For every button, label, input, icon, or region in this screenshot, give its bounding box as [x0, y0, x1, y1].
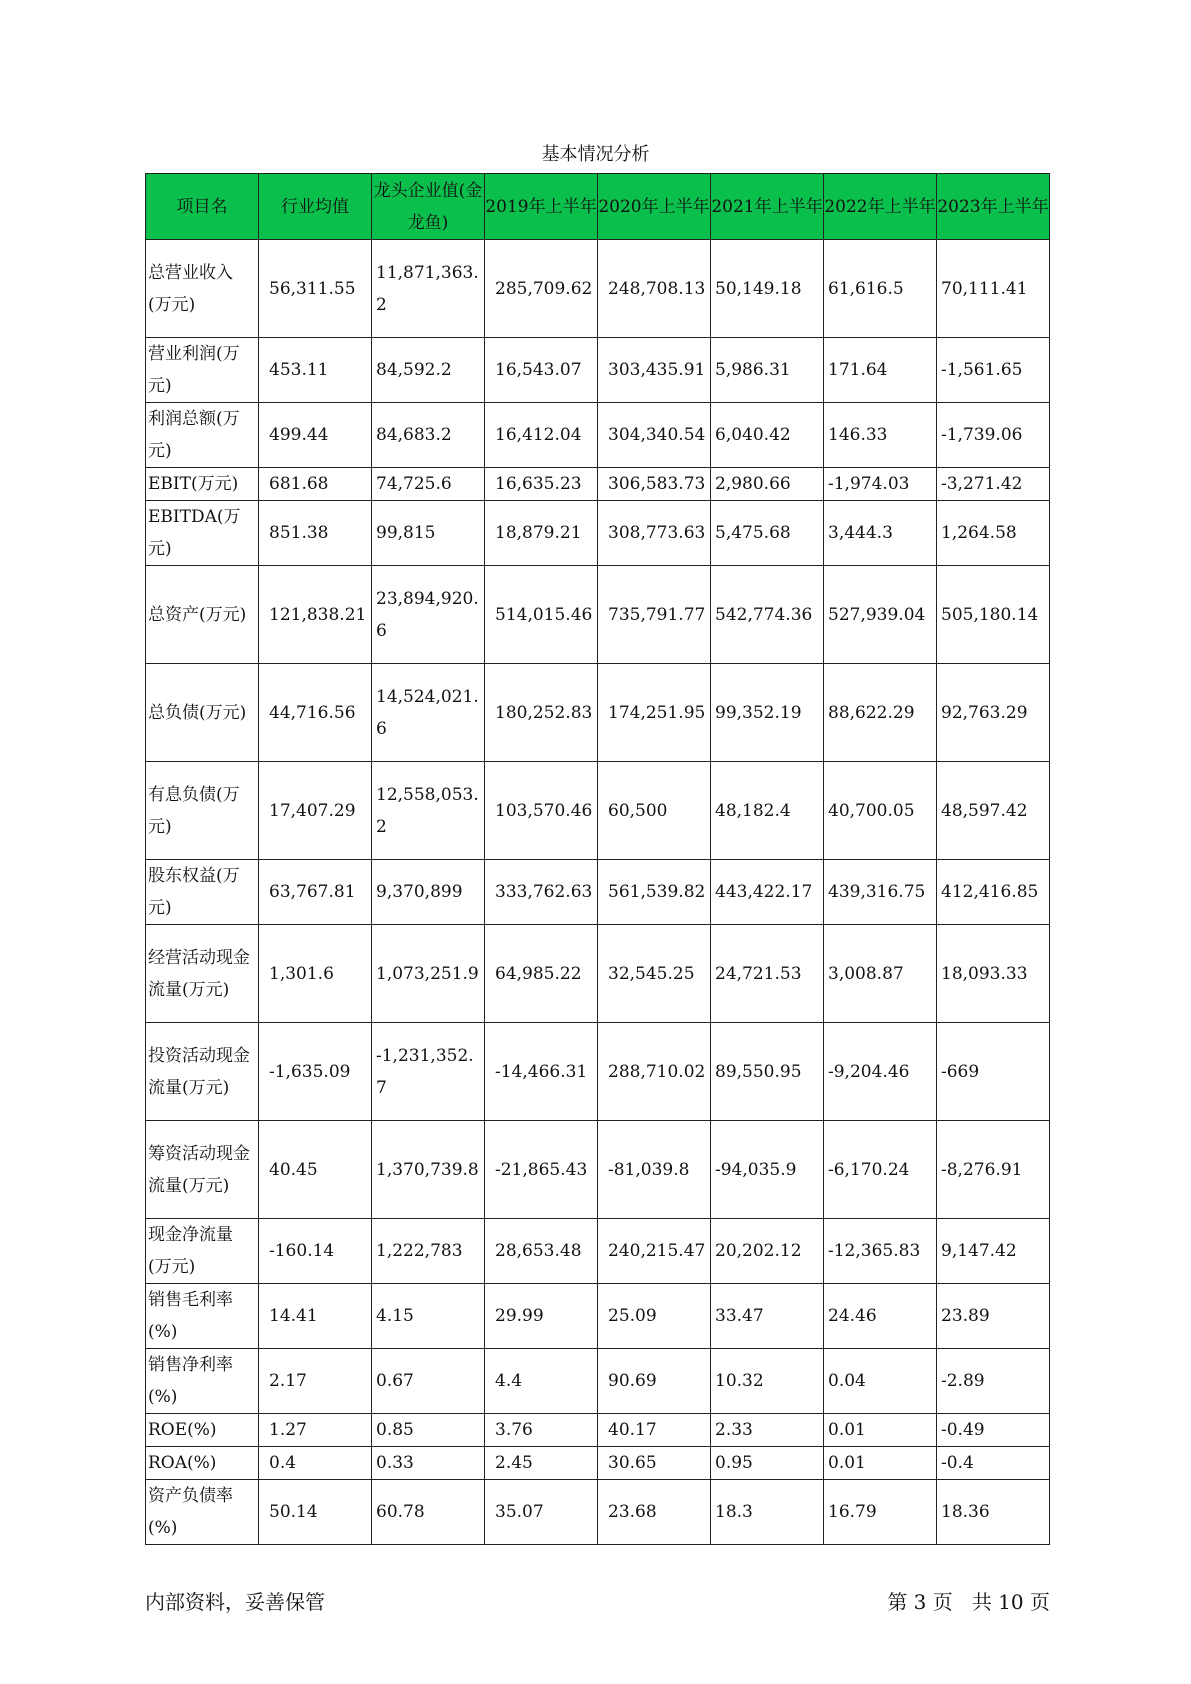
value-cell: 56,311.55 [259, 240, 372, 338]
table-row [146, 860, 1050, 925]
value-cell: -21,865.43 [485, 1121, 598, 1219]
table-row [146, 240, 1050, 338]
value-cell: -669 [937, 1023, 1050, 1121]
value-cell: 92,763.29 [937, 664, 1050, 762]
value-cell: 18.36 [937, 1480, 1050, 1545]
value-cell: -160.14 [259, 1219, 372, 1284]
value-cell: 0.85 [372, 1414, 485, 1447]
value-cell: 0.4 [259, 1447, 372, 1480]
row-label-cell: 总营业收入(万元) [146, 240, 259, 338]
value-cell: 306,583.73 [598, 468, 711, 501]
column-header: 2019年上半年 [485, 174, 598, 240]
value-cell: 3,444.3 [824, 501, 937, 566]
value-cell: 25.09 [598, 1284, 711, 1349]
value-cell: 288,710.02 [598, 1023, 711, 1121]
value-cell: 146.33 [824, 403, 937, 468]
value-cell: 11,871,363.2 [372, 240, 485, 338]
row-label-cell: 筹资活动现金流量(万元) [146, 1121, 259, 1219]
value-cell: 89,550.95 [711, 1023, 824, 1121]
value-cell: -0.49 [937, 1414, 1050, 1447]
value-cell: 1,370,739.8 [372, 1121, 485, 1219]
column-header: 2021年上半年 [711, 174, 824, 240]
table-row [146, 566, 1050, 664]
row-label-cell: 销售毛利率(%) [146, 1284, 259, 1349]
value-cell: 40.45 [259, 1121, 372, 1219]
value-cell: 88,622.29 [824, 664, 937, 762]
value-cell: 3,008.87 [824, 925, 937, 1023]
value-cell: 333,762.63 [485, 860, 598, 925]
value-cell: 5,475.68 [711, 501, 824, 566]
value-cell: 18,879.21 [485, 501, 598, 566]
table-row [146, 403, 1050, 468]
value-cell: -0.4 [937, 1447, 1050, 1480]
row-label-cell: EBIT(万元) [146, 468, 259, 501]
table-row [146, 762, 1050, 860]
value-cell: 99,815 [372, 501, 485, 566]
row-label-cell: 销售净利率(%) [146, 1349, 259, 1414]
value-cell: -12,365.83 [824, 1219, 937, 1284]
column-header: 行业均值 [259, 174, 372, 240]
value-cell: -8,276.91 [937, 1121, 1050, 1219]
table-row [146, 468, 1050, 501]
table-header-row [146, 174, 1050, 240]
value-cell: 70,111.41 [937, 240, 1050, 338]
value-cell: 439,316.75 [824, 860, 937, 925]
value-cell: 18,093.33 [937, 925, 1050, 1023]
footer-page-number: 第 3 页 共 10 页 [887, 1590, 1050, 1614]
value-cell: 240,215.47 [598, 1219, 711, 1284]
table-row [146, 1414, 1050, 1447]
value-cell: -3,271.42 [937, 468, 1050, 501]
value-cell: 0.04 [824, 1349, 937, 1414]
table-row [146, 1121, 1050, 1219]
value-cell: -6,170.24 [824, 1121, 937, 1219]
value-cell: -1,739.06 [937, 403, 1050, 468]
value-cell: 90.69 [598, 1349, 711, 1414]
value-cell: 48,182.4 [711, 762, 824, 860]
value-cell: 1,222,783 [372, 1219, 485, 1284]
value-cell: 2.45 [485, 1447, 598, 1480]
column-header: 龙头企业值(金龙鱼) [372, 174, 485, 240]
value-cell: 527,939.04 [824, 566, 937, 664]
value-cell: 681.68 [259, 468, 372, 501]
value-cell: -9,204.46 [824, 1023, 937, 1121]
value-cell: 84,683.2 [372, 403, 485, 468]
value-cell: 0.33 [372, 1447, 485, 1480]
value-cell: 23.68 [598, 1480, 711, 1545]
column-header: 项目名 [146, 174, 259, 240]
value-cell: 1.27 [259, 1414, 372, 1447]
value-cell: -1,974.03 [824, 468, 937, 501]
value-cell: 20,202.12 [711, 1219, 824, 1284]
value-cell: 44,716.56 [259, 664, 372, 762]
value-cell: 60.78 [372, 1480, 485, 1545]
table-row [146, 338, 1050, 403]
value-cell: 63,767.81 [259, 860, 372, 925]
value-cell: -14,466.31 [485, 1023, 598, 1121]
value-cell: 1,073,251.9 [372, 925, 485, 1023]
table-row [146, 1284, 1050, 1349]
value-cell: 61,616.5 [824, 240, 937, 338]
table-row [146, 501, 1050, 566]
value-cell: 1,264.58 [937, 501, 1050, 566]
basic-analysis-table [145, 173, 1050, 1545]
value-cell: 99,352.19 [711, 664, 824, 762]
value-cell: 40.17 [598, 1414, 711, 1447]
value-cell: 0.01 [824, 1447, 937, 1480]
table-row [146, 1349, 1050, 1414]
row-label-cell: 投资活动现金流量(万元) [146, 1023, 259, 1121]
value-cell: 9,370,899 [372, 860, 485, 925]
value-cell: 14,524,021.6 [372, 664, 485, 762]
value-cell: 23.89 [937, 1284, 1050, 1349]
table-row [146, 1219, 1050, 1284]
value-cell: 32,545.25 [598, 925, 711, 1023]
table-row [146, 1023, 1050, 1121]
value-cell: 23,894,920.6 [372, 566, 485, 664]
row-label-cell: 总负债(万元) [146, 664, 259, 762]
value-cell: 33.47 [711, 1284, 824, 1349]
row-label-cell: ROE(%) [146, 1414, 259, 1447]
value-cell: -1,231,352.7 [372, 1023, 485, 1121]
value-cell: 4.15 [372, 1284, 485, 1349]
value-cell: 4.4 [485, 1349, 598, 1414]
table-row [146, 1447, 1050, 1480]
table-body [146, 240, 1050, 1545]
value-cell: 48,597.42 [937, 762, 1050, 860]
value-cell: -1,635.09 [259, 1023, 372, 1121]
value-cell: 303,435.91 [598, 338, 711, 403]
value-cell: 0.95 [711, 1447, 824, 1480]
row-label-cell: 有息负债(万元) [146, 762, 259, 860]
value-cell: 30.65 [598, 1447, 711, 1480]
row-label-cell: 资产负债率(%) [146, 1480, 259, 1545]
value-cell: 6,040.42 [711, 403, 824, 468]
table-row [146, 925, 1050, 1023]
value-cell: 103,570.46 [485, 762, 598, 860]
row-label-cell: 经营活动现金流量(万元) [146, 925, 259, 1023]
value-cell: 0.67 [372, 1349, 485, 1414]
value-cell: 308,773.63 [598, 501, 711, 566]
row-label-cell: 股东权益(万元) [146, 860, 259, 925]
value-cell: 16,412.04 [485, 403, 598, 468]
value-cell: 16.79 [824, 1480, 937, 1545]
value-cell: 40,700.05 [824, 762, 937, 860]
value-cell: 12,558,053.2 [372, 762, 485, 860]
value-cell: 412,416.85 [937, 860, 1050, 925]
value-cell: 50,149.18 [711, 240, 824, 338]
value-cell: -94,035.9 [711, 1121, 824, 1219]
table-row [146, 664, 1050, 762]
value-cell: 35.07 [485, 1480, 598, 1545]
value-cell: 285,709.62 [485, 240, 598, 338]
value-cell: 0.01 [824, 1414, 937, 1447]
value-cell: 10.32 [711, 1349, 824, 1414]
row-label-cell: ROA(%) [146, 1447, 259, 1480]
value-cell: 29.99 [485, 1284, 598, 1349]
value-cell: 1,301.6 [259, 925, 372, 1023]
value-cell: 2.33 [711, 1414, 824, 1447]
value-cell: 542,774.36 [711, 566, 824, 664]
value-cell: 304,340.54 [598, 403, 711, 468]
value-cell: -2.89 [937, 1349, 1050, 1414]
value-cell: 18.3 [711, 1480, 824, 1545]
value-cell: 499.44 [259, 403, 372, 468]
value-cell: -1,561.65 [937, 338, 1050, 403]
value-cell: 16,543.07 [485, 338, 598, 403]
value-cell: 453.11 [259, 338, 372, 403]
value-cell: 64,985.22 [485, 925, 598, 1023]
value-cell: 3.76 [485, 1414, 598, 1447]
value-cell: 2.17 [259, 1349, 372, 1414]
value-cell: 561,539.82 [598, 860, 711, 925]
value-cell: 16,635.23 [485, 468, 598, 501]
value-cell: 735,791.77 [598, 566, 711, 664]
value-cell: 174,251.95 [598, 664, 711, 762]
value-cell: 443,422.17 [711, 860, 824, 925]
row-label-cell: 营业利润(万元) [146, 338, 259, 403]
value-cell: 50.14 [259, 1480, 372, 1545]
row-label-cell: 现金净流量(万元) [146, 1219, 259, 1284]
value-cell: 514,015.46 [485, 566, 598, 664]
value-cell: 851.38 [259, 501, 372, 566]
value-cell: 24,721.53 [711, 925, 824, 1023]
row-label-cell: 利润总额(万元) [146, 403, 259, 468]
value-cell: 28,653.48 [485, 1219, 598, 1284]
value-cell: 180,252.83 [485, 664, 598, 762]
value-cell: 9,147.42 [937, 1219, 1050, 1284]
value-cell: -81,039.8 [598, 1121, 711, 1219]
column-header: 2023年上半年 [937, 174, 1050, 240]
value-cell: 2,980.66 [711, 468, 824, 501]
value-cell: 84,592.2 [372, 338, 485, 403]
footer-confidential-note: 内部资料，妥善保管 [145, 1590, 325, 1614]
value-cell: 74,725.6 [372, 468, 485, 501]
value-cell: 171.64 [824, 338, 937, 403]
row-label-cell: 总资产(万元) [146, 566, 259, 664]
row-label-cell: EBITDA(万元) [146, 501, 259, 566]
page-title: 基本情况分析 [541, 144, 650, 165]
column-header: 2022年上半年 [824, 174, 937, 240]
value-cell: 248,708.13 [598, 240, 711, 338]
value-cell: 60,500 [598, 762, 711, 860]
column-header: 2020年上半年 [598, 174, 711, 240]
value-cell: 121,838.21 [259, 566, 372, 664]
value-cell: 5,986.31 [711, 338, 824, 403]
value-cell: 24.46 [824, 1284, 937, 1349]
value-cell: 505,180.14 [937, 566, 1050, 664]
table-row [146, 1480, 1050, 1545]
value-cell: 14.41 [259, 1284, 372, 1349]
value-cell: 17,407.29 [259, 762, 372, 860]
